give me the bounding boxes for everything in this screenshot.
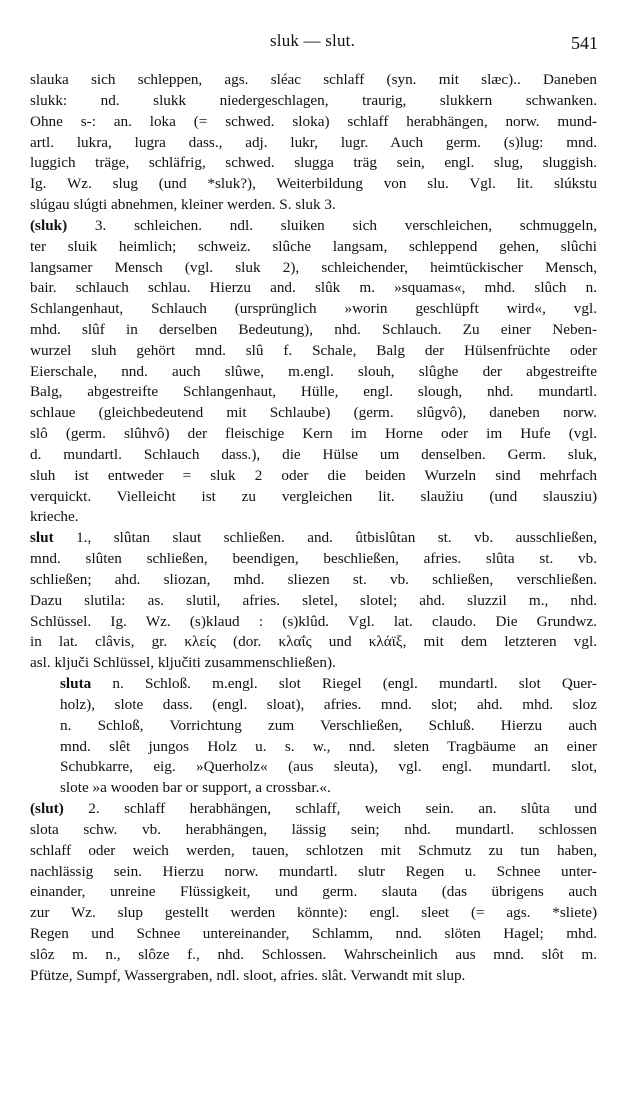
text-line [30,820,597,840]
text-line [30,153,597,173]
text-line [60,716,597,736]
text-line [30,403,597,423]
line-text: slúgau slúgti abnehmen, kleiner werden. S. sluk 3. [30,196,336,213]
text-line [30,507,597,527]
line-text: Eierschale, nnd. auch slûwe, m.engl. slouh, slûghe der abgestreifte [30,362,597,380]
line-text: Ohne s-: an. loka (= schwed. sloka) schlaff herabhängen, norw. mund- [30,112,597,130]
text-line [30,841,597,861]
headword: (slut) [30,800,64,817]
line-text: mnd. slûten schließen, beendigen, beschließen, afries. slûta st. vb. [30,550,597,568]
text-line [30,341,597,361]
line-text: n. Schloß, Vorrichtung zum Verschließen, Schluß. Hierzu auch [60,716,597,734]
text-line [30,133,597,153]
line-text: slota schw. vb. herabhängen, lässig sein; nhd. mundartl. schlossen [30,820,597,838]
text-line [30,445,597,465]
line-text: Schubkarre, eig. »Querholz« (aus sleuta), vgl. engl. mundartl. slot, [60,758,597,776]
line-text: slauka sich schleppen, ags. sléac schlaff (syn. mit slæc).. Daneben [30,71,597,88]
line-text: holz), slote dass. (engl. sloat), afries. mnd. slot; ahd. mhd. sloz [60,695,597,713]
text-line [30,216,597,236]
line-text: schlaff oder weich werden, tauen, schlotzen mit Schmutz zu tun haben, [30,841,597,859]
text-line [30,424,597,444]
line-text: sluh ist entweder = sluk 2 oder die beiden Wurzeln sind mehrfach [30,466,597,484]
line-text: 3. schleichen. ndl. sluiken sich verschleichen, schmuggeln, [67,216,597,234]
line-text: mhd. slûf in derselben Bedeutung), nhd. Schlauch. Zu einer Neben- [30,321,597,338]
line-text: nachlässig sein. Hierzu norw. mundartl. slutr Regen u. Schnee unter- [30,862,597,880]
line-text: slote »a wooden bar or support, a crossbar.«. [60,779,331,797]
line-text: slukk: nd. slukk niedergeschlagen, traurig, slukkern schwanken. [30,91,597,109]
line-text: Dazu slutila: as. slutil, afries. sletel, slotel; ahd. sluzzil m., nhd. [30,591,597,609]
line-text: bair. schlauch schlau. Hierzu and. slûk m. »squamas«, mhd. slûch n. [30,279,597,297]
line-text: 1., slûtan slaut schließen. and. ûtbislûtan st. vb. ausschließen, [53,529,597,547]
text-line [30,570,597,590]
line-text: artl. lukra, lugra dass., adj. lukr, lugr. Auch germ. (s)lug: mnd. [30,133,597,151]
text-line [30,299,597,319]
text-line [30,862,597,882]
page-number: 541 [571,33,598,53]
text-line [30,924,597,944]
text-line [30,320,597,340]
text-line [30,966,597,986]
text-line [30,466,597,486]
text-line [30,487,597,507]
line-text: 2. schlaff herabhängen, schlaff, weich sein. an. slûta und [63,800,597,817]
text-line [30,70,597,90]
text-line [60,778,597,798]
headword: slut [30,529,54,547]
line-text: schlaue (gleichbedeutend mit Schlaube) (germ. slûgvô), daneben norw. [30,404,597,422]
text-line [30,258,597,278]
headword: (sluk) [30,216,68,234]
line-text: asl. ključi Schlüssel, ključiti zusammenschließen). [30,654,336,672]
text-line [30,653,597,673]
text-line [60,674,597,694]
text-line [30,549,597,569]
text-line [30,882,597,902]
line-text: ter sluik heimlich; schweiz. slûche langsam, schleppend gehen, slûchi [30,237,597,255]
running-head: sluk — slut. [269,31,356,50]
text-line [30,278,597,298]
text-line [30,91,597,111]
text-line [30,195,597,215]
line-text: langsamer Mensch (vgl. sluk 2), schleichender, heimtückischer Mensch, [30,258,597,276]
line-text: mnd. slêt jungos Holz u. s. w., nnd. sleten Tragbäume an einer [60,737,597,755]
line-text: slôz m. n., slôze f., nhd. Schlossen. Wahrscheinlich aus mnd. slôt m. [30,945,597,963]
text-line [30,945,597,965]
text-line [30,799,597,819]
line-text: slô (germ. slûhvô) der fleischige Kern im Horne oder im Hufe (vgl. [30,425,597,443]
text-line [60,757,597,777]
text-line [60,695,597,715]
headword: sluta [60,675,92,693]
line-text: Regen und Schnee untereinander, Schlamm, nnd. slöten Hagel; mhd. [30,925,597,942]
line-text: Ig. Wz. slug (und *sluk?), Weiterbildung von slu. Vgl. lit. slúkstu [30,175,597,193]
line-text: krieche. [30,508,79,526]
line-text: luggich träge, schläfrig, schwed. slugga träg sein, engl. slug, sluggish. [30,154,597,172]
text-line [30,382,597,402]
text-line [30,903,597,923]
line-text: verquickt. Vielleicht ist zu vergleichen lit. slaužiu (und slausziu) [30,487,597,505]
line-text: wurzel sluh gehört mnd. slû f. Schale, Balg der Hülsenfrüchte oder [30,341,597,359]
line-text: Pfütze, Sumpf, Wassergraben, ndl. sloot, afries. slât. Verwandt mit slup. [30,966,466,984]
text-line [30,112,597,132]
line-text: schließen; ahd. sliozan, mhd. sliezen st. vb. schließen, verschließen. [30,570,597,588]
line-text: zur Wz. slup gestellt werden könnte): engl. sleet (= ags. *sliete) [30,904,597,922]
text-line [30,528,597,548]
text-line [30,362,597,382]
line-text: Schlüssel. Ig. Wz. (s)klaud : (s)klûd. Vgl. lat. claudo. Die Grundwz. [30,612,597,630]
line-text: Schlangenhaut, Schlauch (ursprünglich »worin geschlüpft wird«, vgl. [30,300,597,318]
line-text: einander, unreine Flüssigkeit, und germ. slauta (das übrigens auch [30,883,597,901]
page-header [0,31,625,55]
text-line [30,632,597,652]
line-text: d. mundartl. Schlauch dass.), die Hülse um denselben. Germ. sluk, [30,445,597,463]
text-line [30,237,597,257]
text-line [30,591,597,611]
text-line [60,737,597,757]
text-line [30,612,597,632]
line-text: n. Schloß. m.engl. slot Riegel (engl. mundartl. slot Quer- [91,675,597,693]
line-text: in lat. clâvis, gr. κλείς (dor. κλαΐς und κλάϊξ, mit dem letzteren vgl. [30,633,597,651]
line-text: Balg, abgestreifte Schlangenhaut, Hülle, engl. slough, nhd. mundartl. [30,383,597,401]
text-line [30,174,597,194]
